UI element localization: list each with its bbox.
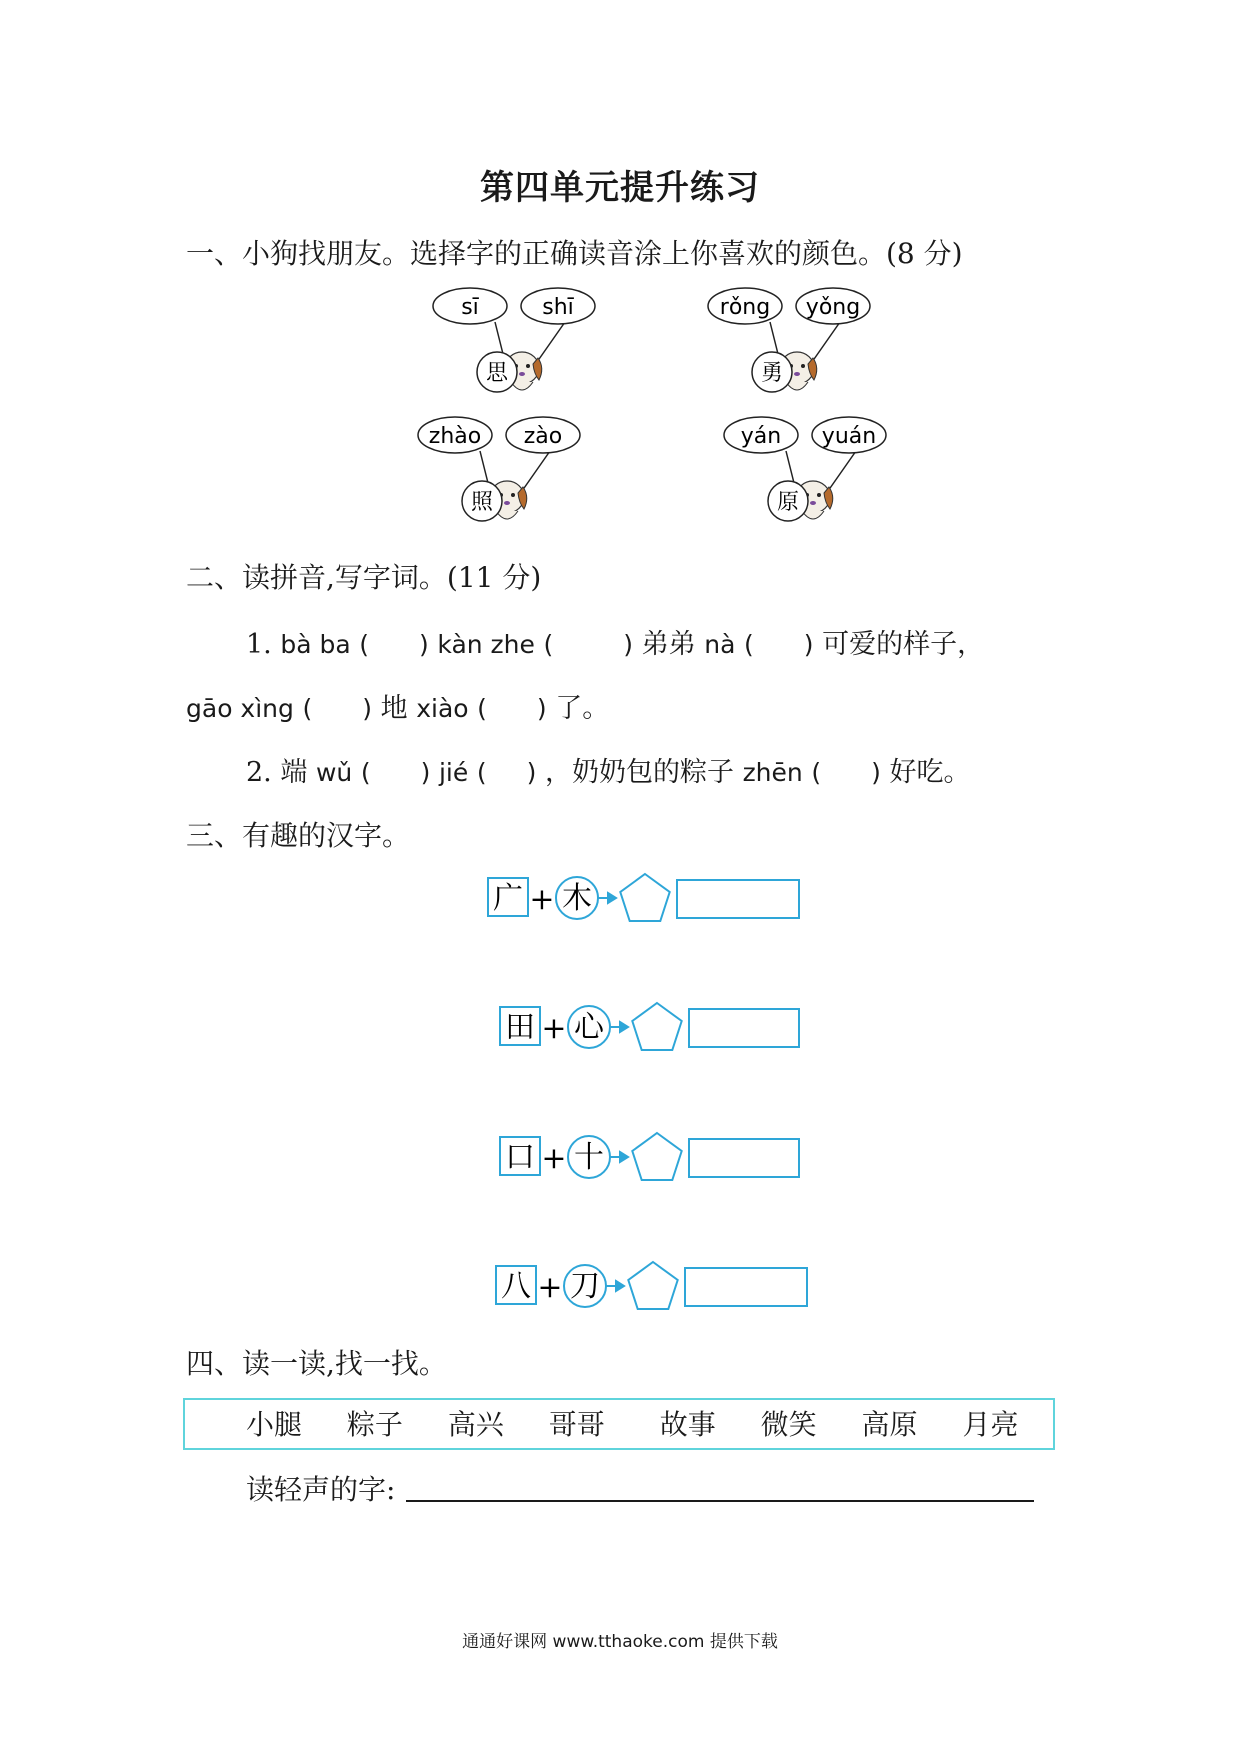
paren-close: ) [536,694,547,723]
pinyin-option: zào [523,424,563,449]
answer-pentagon[interactable] [632,1003,681,1050]
word-list [246,1403,1054,1443]
question-2-1-line-2 [186,686,609,725]
text-le: 了。 [555,693,610,724]
paren-open: ( [477,694,487,723]
section2-heading: 二、读拼音,写字词。(11 分) [186,561,542,594]
component-a: 口 [505,1140,535,1175]
paren-open: ( [302,694,313,723]
pinyin-option: sī [461,295,479,320]
answer-box[interactable] [677,880,799,918]
pinyin-gaoxing: gāo xìng [186,694,294,723]
dog-group [716,415,896,655]
plus-sign: + [529,882,555,917]
pinyin-option: shī [542,295,574,320]
paren-close: ) [871,758,881,787]
word-item: 小腿 [246,1408,303,1441]
section3-heading: 三、有趣的汉字。 [186,819,411,852]
pinyin-na: nà [704,630,736,659]
component-b: 刀 [570,1269,600,1304]
answer-prompt: 读轻声的字: [246,1473,396,1506]
puzzle-row [482,864,842,934]
target-character: 思 [485,361,509,386]
component-a: 田 [505,1010,535,1045]
pinyin-option: yǒng [805,295,861,320]
component-a: 八 [501,1269,531,1304]
paren-open: ( [360,758,371,787]
pinyin-option: zhào [428,424,482,449]
paren-close: ) [803,630,814,659]
answer-box[interactable] [689,1009,799,1047]
pinyin-option: rǒng [719,295,771,320]
question-2-1-line-1 [246,622,984,661]
pinyin-option: yuán [821,424,877,449]
component-b: 心 [574,1010,604,1045]
paren-open: ( [359,630,370,659]
paren-close: ) [420,758,431,787]
pinyin-baba: bà ba [280,630,351,659]
target-character: 照 [470,490,494,515]
paren-open: ( [743,630,754,659]
pinyin-kanzhe: kàn zhe [437,630,535,659]
word-item: 高兴 [447,1408,504,1441]
puzzle-row [490,1252,850,1322]
answer-pentagon[interactable] [620,874,669,921]
answer-pentagon[interactable] [628,1262,677,1309]
pinyin-option: yán [740,424,782,449]
paren-close: ) [623,630,634,659]
answer-pentagon[interactable] [632,1133,681,1180]
pinyin-jie: jié [438,758,469,787]
word-item: 高原 [861,1408,918,1441]
text-zongzi: ，奶奶包的粽子 [544,757,734,788]
dog-group [410,415,590,655]
text-didi: 弟弟 [641,629,696,660]
target-character: 勇 [760,361,784,386]
section4-heading: 四、读一读,找一找。 [186,1347,447,1380]
plus-sign: + [541,1011,567,1046]
component-a: 广 [493,881,523,916]
section1-heading: 一、小狗找朋友。选择字的正确读音涂上你喜欢的颜色。(8 分) [186,237,963,270]
page-title: 第四单元提升练习 [480,168,760,208]
paren-open: ( [543,630,554,659]
plus-sign: + [537,1270,563,1305]
component-b: 十 [574,1140,604,1175]
question-2-2 [246,750,970,789]
pinyin-zhen: zhēn [742,758,803,787]
pinyin-xiao: xiào [416,694,469,723]
target-character: 原 [776,490,800,515]
word-item: 微笑 [760,1408,817,1441]
plus-sign: + [541,1141,567,1176]
answer-box[interactable] [689,1139,799,1177]
paren-close: ) [526,758,537,787]
word-item: 哥哥 [548,1408,605,1441]
question-number: 2. [246,757,272,788]
question-number: 1. [246,629,272,660]
arrow-icon [610,1152,628,1162]
puzzle-row [494,993,854,1063]
paren-close: ) [419,630,429,659]
arrow-icon [606,1281,624,1291]
arrow-icon [610,1022,628,1032]
word-item: 月亮 [962,1408,1019,1441]
word-item: 粽子 [346,1408,403,1441]
footer: 通通好课网 www.tthaoke.com 提供下载 [462,1632,778,1652]
arrow-icon [598,893,616,903]
text-keai: 可爱的样子， [822,629,985,660]
paren-close: ) [362,694,373,723]
answer-box[interactable] [685,1268,807,1306]
paren-open: ( [476,758,487,787]
answer-line[interactable] [406,1500,1034,1502]
text-duan: 端 [280,757,308,788]
component-b: 木 [562,881,592,916]
text-di: 地 [380,693,408,724]
puzzle-row [494,1123,854,1193]
pinyin-wu: wǔ [315,758,353,787]
word-item: 故事 [659,1408,716,1441]
paren-open: ( [811,758,822,787]
text-haochi: 好吃。 [889,757,971,788]
